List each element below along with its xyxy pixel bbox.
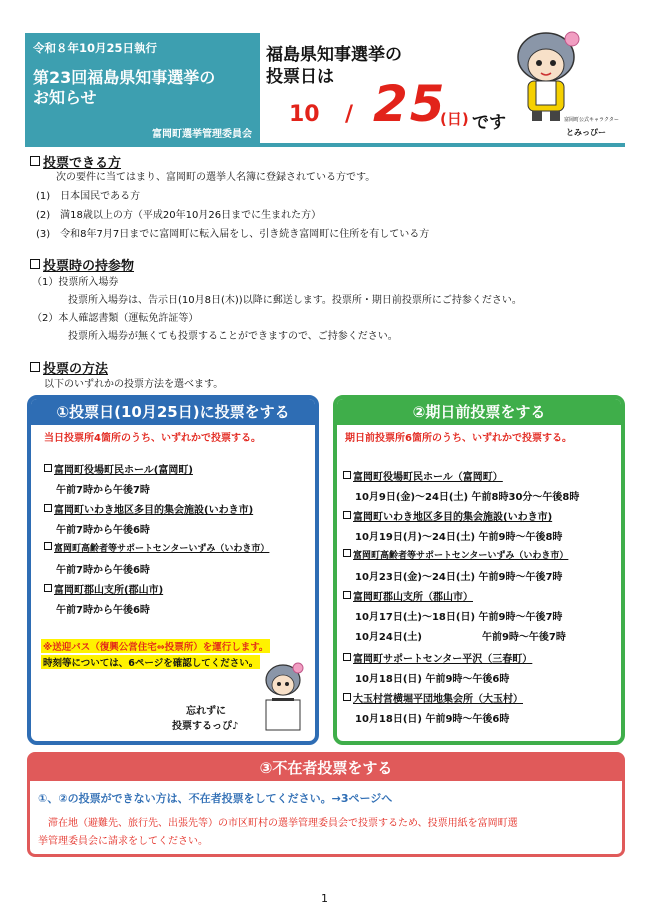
checkbox-icon — [343, 693, 351, 701]
polling-place: 富岡町役場町民ホール(富岡町) — [44, 461, 193, 476]
early-polling-hours: 10月17日(土)～18日(日) 午前9時～午後7時 — [355, 612, 563, 623]
vote-heading-line1: 福島県知事選挙の — [266, 45, 402, 65]
absentee-instruction: ①、②の投票ができない方は、不在者投票をしてください。→3ページへ — [38, 792, 393, 805]
checkbox-icon — [343, 591, 351, 599]
early-voting-subtitle: 期日前投票所6箇所のうち、いずれかで投票する。 — [345, 433, 572, 444]
organization: 富岡町選挙管理委員会 — [152, 129, 252, 140]
polling-place: 富岡町高齢者等サポートセンターいずみ（いわき市） — [44, 541, 269, 554]
header-rule — [25, 143, 625, 147]
eligible-item: (1) 日本国民である方 — [36, 191, 141, 202]
checkbox-icon — [44, 584, 52, 592]
polling-place: 富岡町いわき地区多目的集会施設(いわき市) — [44, 501, 253, 516]
early-polling-hours: 10月18日(日) 午前9時～午後6時 — [355, 714, 510, 725]
bus-note: ※送迎バス（復興公営住宅⇔投票所）を運行します。 — [41, 639, 270, 653]
bus-schedule-note: 時刻等については、6ページを確認してください。 — [41, 655, 260, 669]
page-number: 1 — [321, 892, 328, 905]
election-date: 令和８年10月25日執行 — [33, 41, 158, 55]
early-polling-place: 富岡町役場町民ホール（富岡町） — [343, 468, 503, 483]
absentee-detail-line1: 滞在地（避難先、旅行先、出張先等）の市区町村の選挙管理委員会で投票するため、投票用紙を富岡町選 — [48, 818, 518, 829]
checkbox-icon — [44, 542, 52, 550]
polling-hours: 午前7時から午後6時 — [56, 525, 150, 536]
bring-item2-text: 投票所入場券が無くても投票することができますので、ご持参ください。 — [68, 331, 398, 342]
checkbox-icon — [30, 362, 40, 372]
early-polling-place: 富岡町郡山支所（郡山市） — [343, 588, 473, 603]
section-eligible-heading: 投票できる方 — [30, 152, 121, 171]
bring-item2-title: （2）本人確認書類（運転免許証等） — [32, 313, 199, 324]
header-banner — [25, 33, 260, 143]
checkbox-icon — [30, 156, 40, 166]
vote-slash: / — [345, 102, 354, 127]
absentee-detail-line2: 挙管理委員会に請求をしてください。 — [38, 836, 208, 847]
section-bring-heading: 投票時の持参物 — [30, 255, 134, 274]
section-method-heading: 投票の方法 — [30, 358, 108, 377]
polling-hours: 午前7時から午後6時 — [56, 605, 150, 616]
early-polling-hours: 10月24日(土) 午前9時～午後7時 — [355, 632, 566, 643]
vote-desu: です — [472, 113, 506, 133]
early-polling-hours: 10月19日(月)～24日(土) 午前9時～午後8時 — [355, 532, 563, 543]
bring-item1-text: 投票所入場券は、告示日(10月8日(木))以降に郵送します。投票所・期日前投票所にご持参ください。 — [68, 295, 522, 306]
vote-heading-line2: 投票日は — [266, 67, 334, 87]
title-line1: 第23回福島県知事選挙の — [33, 68, 216, 87]
mascot-caption-official: 富岡町公式キャラクター — [564, 117, 619, 123]
eligible-item: (2) 満18歳以上の方（平成20年10月26日までに生まれた方） — [36, 210, 322, 221]
early-polling-hours: 10月9日(金)～24日(土) 午前8時30分～午後8時 — [355, 492, 580, 503]
eligible-intro: 次の要件に当てはまり、富岡町の選挙人名簿に登録されている方です。 — [56, 172, 376, 183]
title-line2: お知らせ — [33, 88, 97, 107]
checkbox-icon — [44, 464, 52, 472]
vote-weekday: (日) — [440, 110, 469, 128]
mascot-speech-line1: 忘れずに — [186, 706, 226, 717]
election-day-subtitle: 当日投票所4箇所のうち、いずれかで投票する。 — [44, 433, 261, 444]
mascot-ballot-icon — [258, 660, 308, 740]
early-polling-place: 富岡町高齢者等サポートセンターいずみ（いわき市） — [343, 548, 568, 561]
polling-hours: 午前7時から午後6時 — [56, 565, 150, 576]
checkbox-icon — [343, 653, 351, 661]
early-polling-place: 大玉村営横堀平団地集会所（大玉村） — [343, 690, 523, 705]
early-polling-hours: 10月18日(日) 午前9時～午後6時 — [355, 674, 510, 685]
early-polling-hours: 10月23日(金)～24日(土) 午前9時～午後7時 — [355, 572, 563, 583]
checkbox-icon — [343, 471, 351, 479]
bring-item1-title: （1）投票所入場券 — [32, 277, 119, 288]
early-polling-place: 富岡町サポートセンター平沢（三春町） — [343, 650, 532, 665]
method-intro: 以下のいずれかの投票方法を選べます。 — [44, 379, 224, 390]
early-polling-place: 富岡町いわき地区多目的集会施設(いわき市) — [343, 508, 552, 523]
eligible-item: (3) 令和8年7月7日までに富岡町に転入届をし、引き続き富岡町に住所を有している方 — [36, 229, 430, 240]
mascot-speech-line2: 投票するっぴ♪ — [172, 721, 239, 732]
mascot-illustration — [506, 25, 586, 125]
checkbox-icon — [44, 504, 52, 512]
vote-day: 25 — [373, 75, 447, 133]
checkbox-icon — [343, 549, 351, 557]
election-day-title: ①投票日(10月25日)に投票をする — [31, 399, 315, 425]
polling-place: 富岡町郡山支所(郡山市) — [44, 581, 163, 596]
early-voting-title: ②期日前投票をする — [337, 399, 621, 425]
vote-month: 10 — [289, 102, 320, 127]
mascot-caption-name: とみっぴー — [566, 128, 606, 137]
checkbox-icon — [30, 259, 40, 269]
checkbox-icon — [343, 511, 351, 519]
absentee-voting-title: ③不在者投票をする — [30, 755, 622, 781]
polling-hours: 午前7時から午後7時 — [56, 485, 150, 496]
